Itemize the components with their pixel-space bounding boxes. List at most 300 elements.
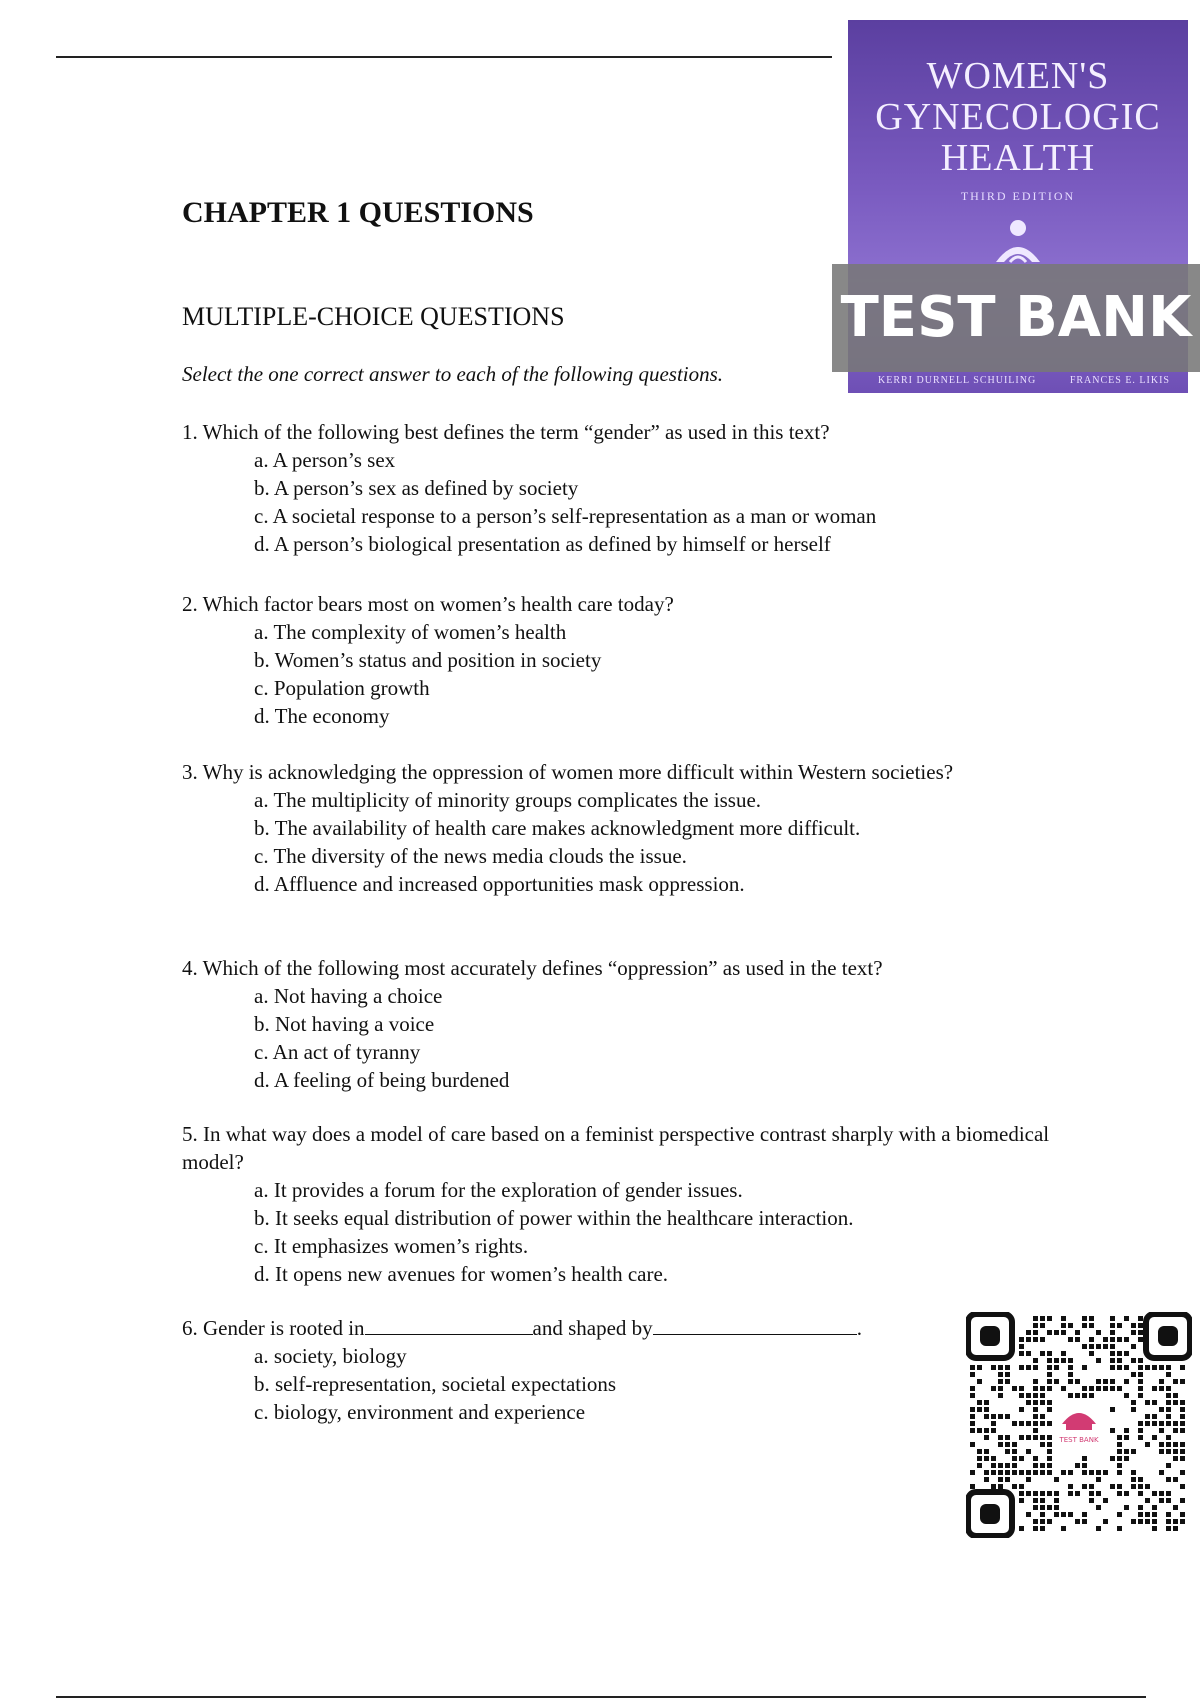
qr-module xyxy=(1026,1421,1031,1426)
qr-center-logo xyxy=(1052,1398,1106,1452)
qr-module xyxy=(1096,1358,1101,1363)
qr-module xyxy=(1068,1372,1073,1377)
qr-module xyxy=(1166,1421,1171,1426)
qr-module xyxy=(1026,1400,1031,1405)
qr-module xyxy=(998,1442,1003,1447)
qr-module xyxy=(1138,1428,1143,1433)
qr-module xyxy=(1089,1344,1094,1349)
qr-module xyxy=(1040,1512,1045,1517)
qr-module xyxy=(1033,1337,1038,1342)
qr-module xyxy=(1075,1393,1080,1398)
qr-module xyxy=(1096,1491,1101,1496)
answer-option: d. Affluence and increased opportunities mask oppression. xyxy=(254,872,745,896)
qr-module xyxy=(1040,1400,1045,1405)
qr-module xyxy=(1110,1330,1115,1335)
qr-module xyxy=(1180,1498,1185,1503)
qr-module xyxy=(1019,1456,1024,1461)
qr-module xyxy=(1033,1435,1038,1440)
qr-module xyxy=(1033,1519,1038,1524)
qr-module xyxy=(1180,1421,1185,1426)
qr-module xyxy=(1138,1379,1143,1384)
qr-module xyxy=(1159,1407,1164,1412)
qr-module xyxy=(1117,1442,1122,1447)
qr-module xyxy=(991,1463,996,1468)
qr-logo-text: TEST BANK xyxy=(1059,1436,1099,1444)
qr-module xyxy=(1005,1435,1010,1440)
section-title: MULTIPLE-CHOICE QUESTIONS xyxy=(182,302,565,331)
qr-module xyxy=(977,1456,982,1461)
qr-module xyxy=(1033,1316,1038,1321)
qr-module xyxy=(1152,1414,1157,1419)
qr-module xyxy=(1103,1344,1108,1349)
qr-module xyxy=(1089,1393,1094,1398)
qr-module xyxy=(991,1428,996,1433)
qr-module xyxy=(1089,1498,1094,1503)
qr-module xyxy=(1019,1393,1024,1398)
qr-module xyxy=(1068,1470,1073,1475)
qr-module xyxy=(1019,1365,1024,1370)
qr-module xyxy=(1145,1414,1150,1419)
qr-module xyxy=(1138,1491,1143,1496)
qr-finder-top-right xyxy=(1146,1314,1190,1358)
qr-module xyxy=(1047,1505,1052,1510)
qr-module xyxy=(1026,1351,1031,1356)
qr-module xyxy=(1110,1484,1115,1489)
qr-module xyxy=(1180,1400,1185,1405)
question-stem: 5. In what way does a model of care based on a feminist perspective contrast sharply with a biomedical model? xyxy=(182,1122,1050,1174)
qr-module xyxy=(1131,1358,1136,1363)
qr-module xyxy=(1180,1414,1185,1419)
qr-module xyxy=(1033,1463,1038,1468)
qr-module xyxy=(1131,1477,1136,1482)
qr-module xyxy=(1159,1365,1164,1370)
qr-module xyxy=(1145,1519,1150,1524)
qr-module xyxy=(1103,1379,1108,1384)
qr-module xyxy=(1124,1449,1129,1454)
qr-module xyxy=(1040,1463,1045,1468)
qr-module xyxy=(970,1414,975,1419)
qr-module xyxy=(1068,1512,1073,1517)
answer-option: b. self-representation, societal expectations xyxy=(254,1372,617,1396)
qr-module xyxy=(1061,1351,1066,1356)
qr-module xyxy=(1012,1386,1017,1391)
qr-module xyxy=(1152,1400,1157,1405)
qr-module xyxy=(1096,1526,1101,1531)
qr-module xyxy=(1019,1470,1024,1475)
qr-module xyxy=(1145,1512,1150,1517)
qr-module xyxy=(1075,1463,1080,1468)
answer-option: d. A person’s biological presentation as defined by himself or herself xyxy=(254,532,831,556)
qr-module xyxy=(1005,1477,1010,1482)
chapter-title: CHAPTER 1 QUESTIONS xyxy=(182,196,534,229)
qr-module xyxy=(1152,1526,1157,1531)
qr-module xyxy=(1103,1498,1108,1503)
qr-module xyxy=(998,1463,1003,1468)
qr-module xyxy=(1040,1442,1045,1447)
qr-module xyxy=(1159,1386,1164,1391)
qr-module xyxy=(1019,1407,1024,1412)
qr-module xyxy=(1026,1477,1031,1482)
qr-module xyxy=(1145,1442,1150,1447)
qr-module xyxy=(1005,1365,1010,1370)
qr-module xyxy=(1103,1337,1108,1342)
qr-module xyxy=(1152,1421,1157,1426)
qr-module xyxy=(1054,1512,1059,1517)
qr-module xyxy=(977,1463,982,1468)
qr-module xyxy=(1124,1393,1129,1398)
answer-option: c. It emphasizes women’s rights. xyxy=(254,1234,529,1258)
qr-module xyxy=(1047,1358,1052,1363)
qr-module xyxy=(1033,1323,1038,1328)
qr-module xyxy=(1138,1421,1143,1426)
qr-module xyxy=(991,1456,996,1461)
qr-module xyxy=(1040,1414,1045,1419)
qr-finder-bottom-left xyxy=(968,1492,1012,1536)
qr-module xyxy=(1096,1477,1101,1482)
qr-module xyxy=(1005,1379,1010,1384)
answer-option: b. Not having a voice xyxy=(254,1012,435,1036)
qr-module xyxy=(1110,1344,1115,1349)
qr-module xyxy=(1047,1456,1052,1461)
qr-module xyxy=(984,1428,989,1433)
qr-module xyxy=(1145,1400,1150,1405)
qr-module xyxy=(1047,1351,1052,1356)
qr-module xyxy=(984,1400,989,1405)
qr-module xyxy=(1047,1449,1052,1454)
qr-module xyxy=(1166,1372,1171,1377)
qr-module xyxy=(1173,1505,1178,1510)
qr-module xyxy=(1180,1484,1185,1489)
qr-module xyxy=(984,1407,989,1412)
qr-module xyxy=(1166,1512,1171,1517)
qr-module xyxy=(1089,1484,1094,1489)
qr-module xyxy=(1054,1491,1059,1496)
qr-module xyxy=(1131,1470,1136,1475)
qr-module xyxy=(970,1372,975,1377)
qr-module xyxy=(1117,1463,1122,1468)
qr-module xyxy=(1061,1386,1066,1391)
qr-module xyxy=(1005,1449,1010,1454)
question-stem: 1. Which of the following best defines the term “gender” as used in this text? xyxy=(182,420,830,444)
qr-module xyxy=(1047,1316,1052,1321)
qr-module xyxy=(1019,1526,1024,1531)
answer-option: c. Population growth xyxy=(254,676,430,700)
qr-module xyxy=(1159,1498,1164,1503)
qr-module xyxy=(1019,1344,1024,1349)
qr-module xyxy=(1012,1449,1017,1454)
qr-module xyxy=(998,1470,1003,1475)
cover-author: KERRI DURNELL SCHUILING xyxy=(878,375,1037,386)
qr-module xyxy=(1124,1456,1129,1461)
qr-module xyxy=(998,1484,1003,1489)
qr-module xyxy=(1173,1449,1178,1454)
qr-module xyxy=(1159,1491,1164,1496)
qr-module xyxy=(1166,1519,1171,1524)
qr-module xyxy=(970,1407,975,1412)
qr-module xyxy=(1019,1491,1024,1496)
qr-module xyxy=(1138,1435,1143,1440)
qr-module xyxy=(1166,1449,1171,1454)
qr-module xyxy=(1019,1386,1024,1391)
qr-module xyxy=(1166,1442,1171,1447)
qr-module xyxy=(1026,1337,1031,1342)
qr-module xyxy=(1173,1379,1178,1384)
bottom-rule xyxy=(56,1696,1146,1698)
cover-edition: THIRD EDITION xyxy=(960,189,1076,203)
qr-module xyxy=(1117,1456,1122,1461)
fill-in-blank xyxy=(653,1314,857,1335)
qr-module xyxy=(1054,1379,1059,1384)
qr-module xyxy=(1117,1351,1122,1356)
qr-module xyxy=(1173,1442,1178,1447)
qr-module xyxy=(1110,1428,1115,1433)
qr-module xyxy=(1033,1498,1038,1503)
qr-module xyxy=(1096,1344,1101,1349)
banner-text: TEST BANK xyxy=(840,285,1192,350)
qr-module xyxy=(1117,1470,1122,1475)
qr-module xyxy=(1068,1393,1073,1398)
qr-module xyxy=(1124,1379,1129,1384)
qr-module xyxy=(1047,1421,1052,1426)
qr-module xyxy=(998,1414,1003,1419)
qr-module xyxy=(1138,1519,1143,1524)
qr-module xyxy=(970,1470,975,1475)
qr-module xyxy=(1054,1505,1059,1510)
qr-module xyxy=(1026,1330,1031,1335)
qr-module xyxy=(1047,1519,1052,1524)
qr-module xyxy=(1019,1498,1024,1503)
qr-module xyxy=(1096,1386,1101,1391)
qr-module xyxy=(1180,1470,1185,1475)
qr-module xyxy=(1138,1358,1143,1363)
qr-module xyxy=(1040,1386,1045,1391)
qr-module xyxy=(1068,1337,1073,1342)
qr-module xyxy=(1089,1351,1094,1356)
qr-module xyxy=(1180,1519,1185,1524)
qr-module xyxy=(1117,1491,1122,1496)
qr-module xyxy=(1075,1491,1080,1496)
qr-module xyxy=(1173,1393,1178,1398)
qr-module xyxy=(1033,1505,1038,1510)
qr-module xyxy=(1131,1400,1136,1405)
qr-module xyxy=(1152,1365,1157,1370)
qr-module xyxy=(1033,1414,1038,1419)
qr-module xyxy=(1019,1351,1024,1356)
qr-module xyxy=(1033,1379,1038,1384)
qr-module xyxy=(1145,1365,1150,1370)
qr-module xyxy=(1180,1428,1185,1433)
qr-module xyxy=(984,1456,989,1461)
qr-module xyxy=(1089,1386,1094,1391)
qr-module xyxy=(1026,1512,1031,1517)
qr-module xyxy=(1012,1463,1017,1468)
qr-module xyxy=(1075,1330,1080,1335)
qr-module xyxy=(1047,1365,1052,1370)
qr-module xyxy=(1096,1505,1101,1510)
qr-module xyxy=(1012,1470,1017,1475)
answer-option: d. The economy xyxy=(254,704,390,728)
qr-module xyxy=(1166,1498,1171,1503)
qr-module xyxy=(1166,1407,1171,1412)
qr-module xyxy=(1117,1358,1122,1363)
answer-option: c. The diversity of the news media clouds the issue. xyxy=(254,844,687,868)
qr-module xyxy=(1061,1330,1066,1335)
qr-module xyxy=(1089,1316,1094,1321)
qr-module xyxy=(1131,1407,1136,1412)
qr-module xyxy=(1117,1484,1122,1489)
qr-module xyxy=(1026,1491,1031,1496)
qr-module xyxy=(1138,1365,1143,1370)
qr-module xyxy=(1082,1365,1087,1370)
qr-module xyxy=(1040,1393,1045,1398)
answer-option: a. The complexity of women’s health xyxy=(254,620,567,644)
qr-module xyxy=(1180,1442,1185,1447)
qr-module xyxy=(1110,1316,1115,1321)
answer-option: c. An act of tyranny xyxy=(254,1040,421,1064)
qr-module xyxy=(1082,1456,1087,1461)
qr-module xyxy=(984,1449,989,1454)
qr-module xyxy=(1110,1351,1115,1356)
qr-module xyxy=(1012,1456,1017,1461)
qr-module xyxy=(1159,1442,1164,1447)
question-5 xyxy=(182,1120,1062,1288)
qr-module xyxy=(970,1365,975,1370)
qr-module xyxy=(977,1428,982,1433)
qr-module xyxy=(1159,1421,1164,1426)
qr-module xyxy=(1145,1484,1150,1489)
qr-module xyxy=(1138,1484,1143,1489)
qr-module xyxy=(1117,1526,1122,1531)
qr-module xyxy=(1180,1512,1185,1517)
qr-module xyxy=(984,1414,989,1419)
qr-module xyxy=(1005,1442,1010,1447)
qr-module xyxy=(998,1477,1003,1482)
qr-module xyxy=(1033,1400,1038,1405)
qr-module xyxy=(1033,1330,1038,1335)
qr-module xyxy=(1180,1456,1185,1461)
qr-module xyxy=(1152,1491,1157,1496)
qr-module xyxy=(1166,1463,1171,1468)
qr-module xyxy=(1124,1491,1129,1496)
qr-module xyxy=(1152,1435,1157,1440)
question-4 xyxy=(182,954,1062,1094)
qr-module xyxy=(1040,1351,1045,1356)
qr-module xyxy=(1180,1365,1185,1370)
qr-module xyxy=(970,1393,975,1398)
qr-module xyxy=(1138,1505,1143,1510)
qr-module xyxy=(1040,1421,1045,1426)
instructions: Select the one correct answer to each of the following questions. xyxy=(182,362,724,386)
qr-module xyxy=(998,1372,1003,1377)
qr-module xyxy=(1089,1337,1094,1342)
qr-module xyxy=(970,1428,975,1433)
qr-module xyxy=(1152,1512,1157,1517)
qr-module xyxy=(1005,1372,1010,1377)
qr-module xyxy=(1138,1372,1143,1377)
qr-module xyxy=(1033,1386,1038,1391)
fill-in-blank xyxy=(365,1314,533,1335)
qr-module xyxy=(1124,1365,1129,1370)
qr-module xyxy=(1005,1470,1010,1475)
qr-module xyxy=(1047,1463,1052,1468)
qr-module xyxy=(1019,1484,1024,1489)
qr-module xyxy=(1082,1344,1087,1349)
qr-module xyxy=(1047,1372,1052,1377)
qr-module xyxy=(1159,1470,1164,1475)
qr-module xyxy=(1173,1477,1178,1482)
qr-module xyxy=(1061,1358,1066,1363)
qr-module xyxy=(1068,1323,1073,1328)
qr-module xyxy=(1047,1400,1052,1405)
qr-module xyxy=(1054,1477,1059,1482)
qr-module xyxy=(1152,1505,1157,1510)
qr-finder-top-left xyxy=(968,1314,1012,1358)
qr-module xyxy=(1180,1379,1185,1384)
qr-module xyxy=(1047,1379,1052,1384)
qr-module xyxy=(1117,1365,1122,1370)
qr-module xyxy=(1012,1421,1017,1426)
stem-text: and shaped by xyxy=(532,1316,653,1340)
question-1 xyxy=(182,418,1062,558)
qr-module xyxy=(998,1386,1003,1391)
answer-option: d. A feeling of being burdened xyxy=(254,1068,510,1092)
qr-module xyxy=(1047,1330,1052,1335)
qr-module xyxy=(984,1470,989,1475)
qr-module xyxy=(977,1449,982,1454)
qr-module xyxy=(991,1414,996,1419)
qr-code xyxy=(966,1312,1192,1538)
qr-module xyxy=(984,1435,989,1440)
qr-module xyxy=(1124,1351,1129,1356)
qr-module xyxy=(998,1379,1003,1384)
qr-module xyxy=(1089,1470,1094,1475)
qr-module xyxy=(1068,1484,1073,1489)
qr-module xyxy=(1096,1330,1101,1335)
qr-module xyxy=(1138,1330,1143,1335)
answer-option: a. Not having a choice xyxy=(254,984,443,1008)
qr-module xyxy=(1159,1449,1164,1454)
qr-module xyxy=(1033,1358,1038,1363)
qr-module xyxy=(1068,1365,1073,1370)
qr-module xyxy=(1082,1386,1087,1391)
qr-module xyxy=(998,1365,1003,1370)
qr-module xyxy=(1173,1456,1178,1461)
cover-author: FRANCES E. LIKIS xyxy=(1069,375,1170,386)
stem-text: 6. Gender is rooted in xyxy=(182,1316,365,1340)
qr-module xyxy=(1068,1358,1073,1363)
qr-module xyxy=(1047,1470,1052,1475)
qr-module xyxy=(1138,1323,1143,1328)
question-3 xyxy=(182,758,1062,898)
qr-module xyxy=(1145,1421,1150,1426)
qr-module xyxy=(1166,1435,1171,1440)
qr-module xyxy=(1026,1393,1031,1398)
question-stem xyxy=(182,1314,942,1342)
qr-module xyxy=(1061,1512,1066,1517)
qr-module xyxy=(1040,1519,1045,1524)
qr-module xyxy=(1047,1407,1052,1412)
qr-module xyxy=(1033,1526,1038,1531)
qr-module xyxy=(1166,1526,1171,1531)
qr-module xyxy=(1075,1379,1080,1384)
qr-module xyxy=(1173,1519,1178,1524)
qr-module xyxy=(1110,1456,1115,1461)
qr-module xyxy=(1061,1526,1066,1531)
qr-module xyxy=(1124,1505,1129,1510)
qr-module xyxy=(970,1484,975,1489)
qr-module xyxy=(1110,1386,1115,1391)
qr-module xyxy=(1068,1379,1073,1384)
